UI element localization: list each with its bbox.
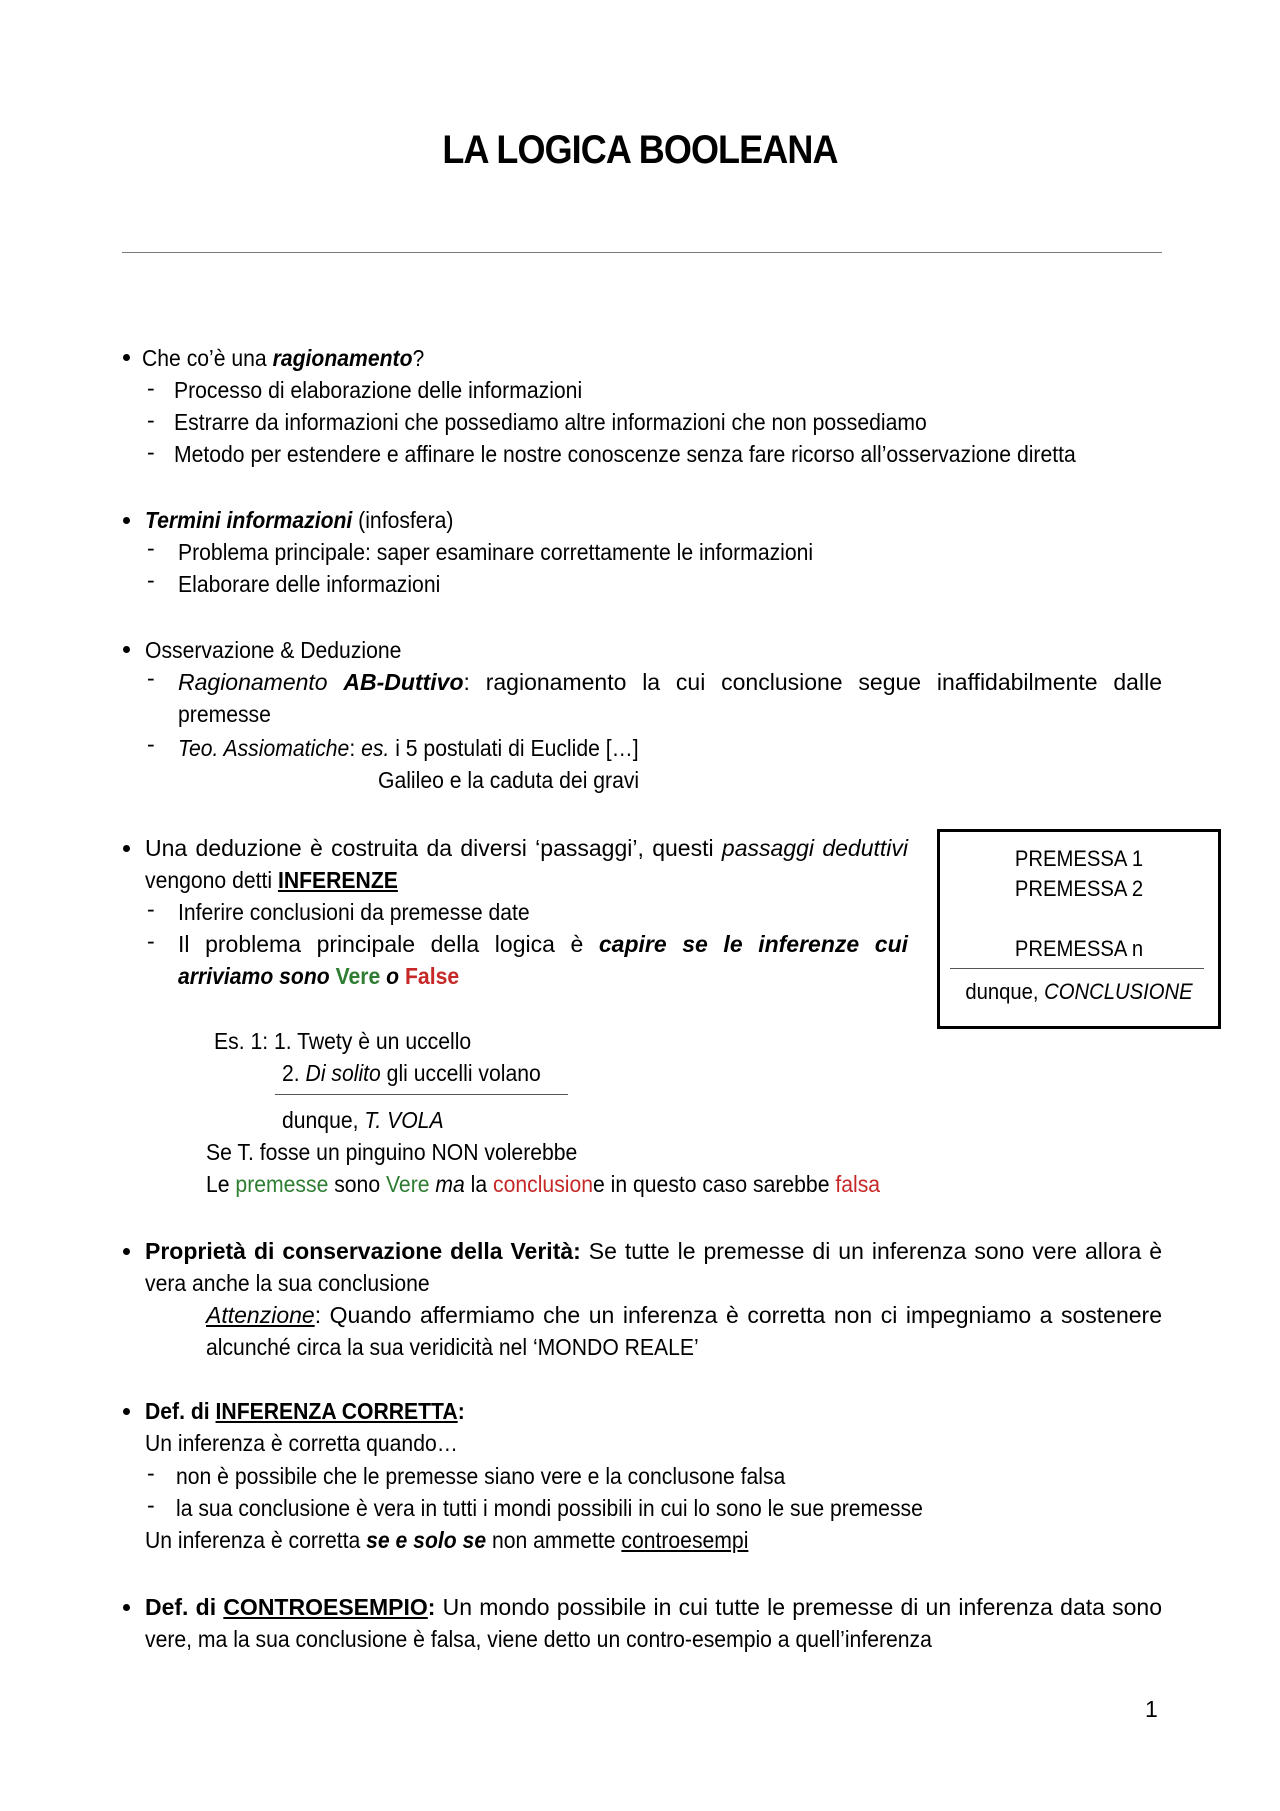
inferenza-corretta-intro: Un inferenza è corretta quando… [145,1430,458,1456]
bullet-icon [123,1248,130,1255]
proprieta-rest: Se tutte le premesse di un inferenza sono vere allora è [580,1238,1162,1264]
example-5-e: e in questo caso sarebbe [593,1171,836,1197]
section-inferenza-corretta [145,1395,465,1427]
question-emphasis: ragionamento [272,345,413,371]
question-text: Che co’è una [142,345,273,371]
example-conclusion [282,1104,444,1136]
list-item-continuation: Galileo e la caduta dei gravi [378,767,640,793]
bullet-icon [123,1408,130,1415]
falsa-word: falsa [835,1171,881,1197]
se-e-solo-se: se e solo se [366,1527,487,1553]
def-colon: : [457,1398,465,1424]
list-item-continuation: premesse [178,701,271,727]
dash-icon: - [147,375,155,401]
dash-icon: - [147,1492,155,1518]
question-mark: ? [412,345,425,371]
list-item: Problema principale: saper esaminare correttamente le informazioni [178,539,814,565]
example-dunque: dunque, [282,1107,365,1133]
dash-icon: - [147,896,155,922]
example-vola: T. VOLA [364,1107,444,1133]
attenzione-word: Attenzione [206,1302,315,1328]
dash-icon: - [147,439,155,465]
premise-2: PREMESSA 2 [1014,876,1144,901]
proprieta-bold: Proprietà di conservazione della Verità: [145,1238,581,1264]
dunque-word: dunque, [965,979,1045,1004]
rule-middle: non ammette [486,1527,622,1553]
rule-prefix: Un inferenza è corretta [145,1527,367,1553]
abduttivo-emphasis: Ragionamento [178,669,344,695]
def-prefix: Def. di [145,1398,216,1424]
abduttivo-rest: : ragionamento la cui conclusione segue inaffidabilmente dalle [463,669,1162,695]
attenzione-continuation: alcunché circa la sua veridicità nel ‘MONDO REALE’ [206,1334,699,1360]
title-divider [122,252,1162,253]
problema-text: Il problema principale della logica è [178,931,599,957]
false-word: False [404,963,460,989]
list-item [178,928,908,960]
termini-rest: (infosfera) [352,507,454,533]
list-item: non è possibile che le premesse siano vere e la conclusone falsa [176,1463,786,1489]
deduzione-continuation [145,864,398,896]
def-prefix: Def. di [145,1594,224,1620]
abduttivo-bold: AB-Duttivo [343,669,464,695]
list-item: Metodo per estendere e affinare le nostre conoscenze senza fare ricorso all’osservazione diretta [174,441,1076,467]
controesempio-term: CONTROESEMPIO [223,1594,428,1620]
problema-emphasis-cont: arriviamo sono [178,963,336,989]
vere-word-example: Vere [385,1171,430,1197]
assiomatiche-emphasis: Teo. Assiomatiche [178,735,350,761]
list-item: Processo di elaborazione delle informazioni [174,377,583,403]
ma-word: ma [435,1171,465,1197]
dash-icon: - [147,1460,155,1486]
bullet-icon [123,517,130,524]
list-item: Estrarre da informazioni che possediamo altre informazioni che non possediamo [174,409,927,435]
premise-1: PREMESSA 1 [1014,846,1144,871]
example-2-rest: gli uccelli volano [380,1060,541,1086]
problema-emphasis: capire se le inferenze cui [598,931,909,957]
controesempi-word: controesempi [621,1527,749,1553]
list-item [178,732,639,764]
deduzione-emphasis: passaggi deduttivi [721,835,909,861]
example-line-4: Se T. fosse un pinguino NON volerebbe [206,1139,578,1165]
inferenza-corretta-term: INFERENZA CORRETTA [215,1398,458,1424]
example-inference-line [275,1094,568,1095]
bullet-icon [123,354,130,361]
proprieta-continuation: vera anche la sua conclusione [145,1270,430,1296]
deduzione-text: Una deduzione è costruita da diversi ‘passaggi’, questi [145,835,722,861]
controesempio-rest: Un mondo possibile in cui tutte le premesse di un inferenza data sono [435,1594,1163,1620]
dash-icon: - [147,407,155,433]
inference-line [950,968,1204,969]
example-line-5 [206,1168,880,1200]
section-termini [145,504,453,536]
conclusione-word: CONCLUSIONE [1044,979,1193,1004]
attenzione-line [206,1299,1162,1331]
conclusion-word: conclusion [493,1171,594,1197]
list-item-continuation [178,960,459,992]
termini-emphasis: Termini informazioni [145,507,353,533]
bullet-icon [123,1604,130,1611]
premise-box [937,829,1221,1029]
example-line-2 [282,1057,541,1089]
section-proprieta [145,1235,1162,1267]
assiomatiche-rest: i 5 postulati di Euclide […] [389,735,639,761]
assiomatiche-colon: : [349,735,362,761]
list-item: Elaborare delle informazioni [178,571,441,597]
vere-word: Vere [335,963,381,989]
inferenze-prefix: vengono detti [145,867,278,893]
dash-icon: - [147,731,155,757]
example-5-a: Le [206,1171,236,1197]
section-deduzione [145,832,908,864]
def-colon: : [427,1594,436,1620]
o-word: o [380,963,405,989]
list-item [178,666,1162,698]
dash-icon: - [147,567,155,593]
page-title: LA LOGICA BOOLEANA [442,128,838,172]
list-item: Inferire conclusioni da premesse date [178,899,530,925]
controesempio-continuation: vere, ma la sua conclusione è falsa, viene detto un contro-esempio a quell’inferenza [145,1626,932,1652]
bullet-icon [123,845,130,852]
section-osservazione: Osservazione & Deduzione [145,637,402,663]
inferenza-corretta-rule [145,1524,748,1556]
premesse-word: premesse [235,1171,329,1197]
bullet-icon [123,646,130,653]
dash-icon: - [147,928,155,954]
list-item: la sua conclusione è vera in tutti i mondi possibili in cui lo sono le sue premesse [176,1495,923,1521]
example-2-emphasis: Di solito [305,1060,381,1086]
attenzione-rest: : Quando affermiamo che un inferenza è corretta non ci impegniamo a sostenere [314,1302,1162,1328]
box-conclusion [951,977,1207,1007]
section-question [142,342,424,374]
example-2-num: 2. [282,1060,306,1086]
example-line-1: Es. 1: 1. Twety è un uccello [214,1028,472,1054]
assiomatiche-es: es. [361,735,390,761]
dash-icon: - [147,535,155,561]
page-number: 1 [1145,1696,1158,1722]
example-5-d: la [464,1171,494,1197]
premise-n: PREMESSA n [1014,936,1144,961]
example-5-b: sono [328,1171,386,1197]
dash-icon: - [147,665,155,691]
inferenze-term: INFERENZE [277,867,398,893]
section-controesempio [145,1591,1162,1623]
